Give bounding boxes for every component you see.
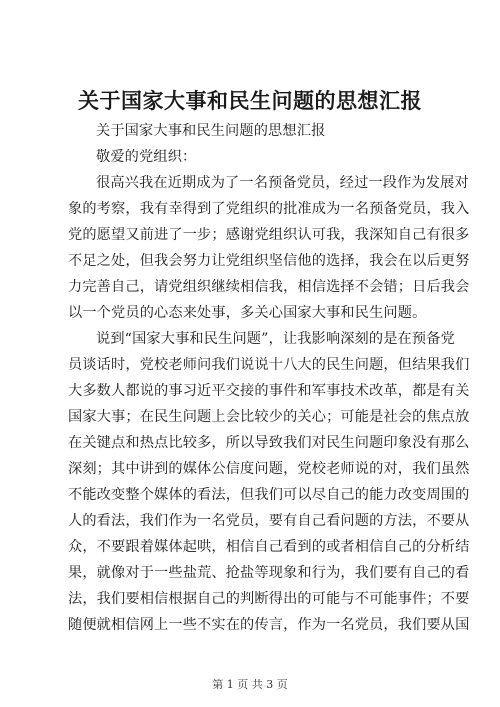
paragraph-line: 果，就像对于一些盐荒、抢盐等现象和行为，我们要有自己的看: [68, 565, 470, 581]
paragraph-line: 人的看法，我们作为一名党员，要有自己看问题的方法，不要从: [68, 513, 470, 529]
page-footer: 第 1 页 共 3 页: [212, 678, 288, 691]
paragraph-line: 随便就相信网上一些不实在的传言，作为一名党员，我们要从国: [68, 617, 470, 633]
paragraph-line: 关于国家大事和民生问题的思想汇报: [96, 123, 326, 139]
paragraph-line: 党的愿望又前进了一步；感谢党组织认可我，我深知自己有很多: [68, 227, 470, 243]
document-title: 关于国家大事和民生问题的思想汇报: [78, 88, 422, 113]
paragraph-line: 象的考察，我有幸得到了党组织的批准成为一名预备党员，我入: [68, 201, 470, 217]
paragraph-line: 很高兴我在近期成为了一名预备党员，经过一段作为发展对: [96, 175, 469, 191]
paragraph-line: 众，不要跟着媒体起哄，相信自己看到的或者相信自己的分析结: [68, 539, 470, 555]
paragraph-line: 深刻；其中讲到的媒体公信度问题，党校老师说的对，我们虽然: [68, 461, 470, 477]
paragraph-line: 不足之处，但我会努力让党组织坚信他的选择，我会在以后更努: [68, 253, 470, 269]
paragraph-line: 说到“国家大事和民生问题”，让我影响深刻的是在预备党: [96, 331, 455, 347]
paragraph-line: 在关键点和热点比较多，所以导致我们对民生问题印象没有那么: [68, 435, 470, 451]
paragraph-line: 法，我们要相信根据自己的判断得出的可能与不可能事件；不要: [68, 591, 470, 607]
paragraph-line: 敬爱的党组织：: [96, 149, 197, 165]
document-body: [68, 118, 470, 638]
paragraph-line: 以一个党员的心态来处事，多关心国家大事和民生问题。: [68, 305, 427, 321]
paragraph-line: 员谈话时，党校老师问我们说说十八大的民生问题，但结果我们: [68, 357, 470, 373]
paragraph-line: 力完善自己，请党组织继续相信我，相信选择不会错；日后我会: [68, 279, 470, 295]
paragraph-line: 大多数人都说的事习近平交接的事件和军事技术改革，都是有关: [68, 383, 470, 399]
paragraph-line: 国家大事；在民生问题上会比较少的关心；可能是社会的焦点放: [68, 409, 470, 425]
paragraph-line: 不能改变整个媒体的看法，但我们可以尽自己的能力改变周围的: [68, 487, 470, 503]
